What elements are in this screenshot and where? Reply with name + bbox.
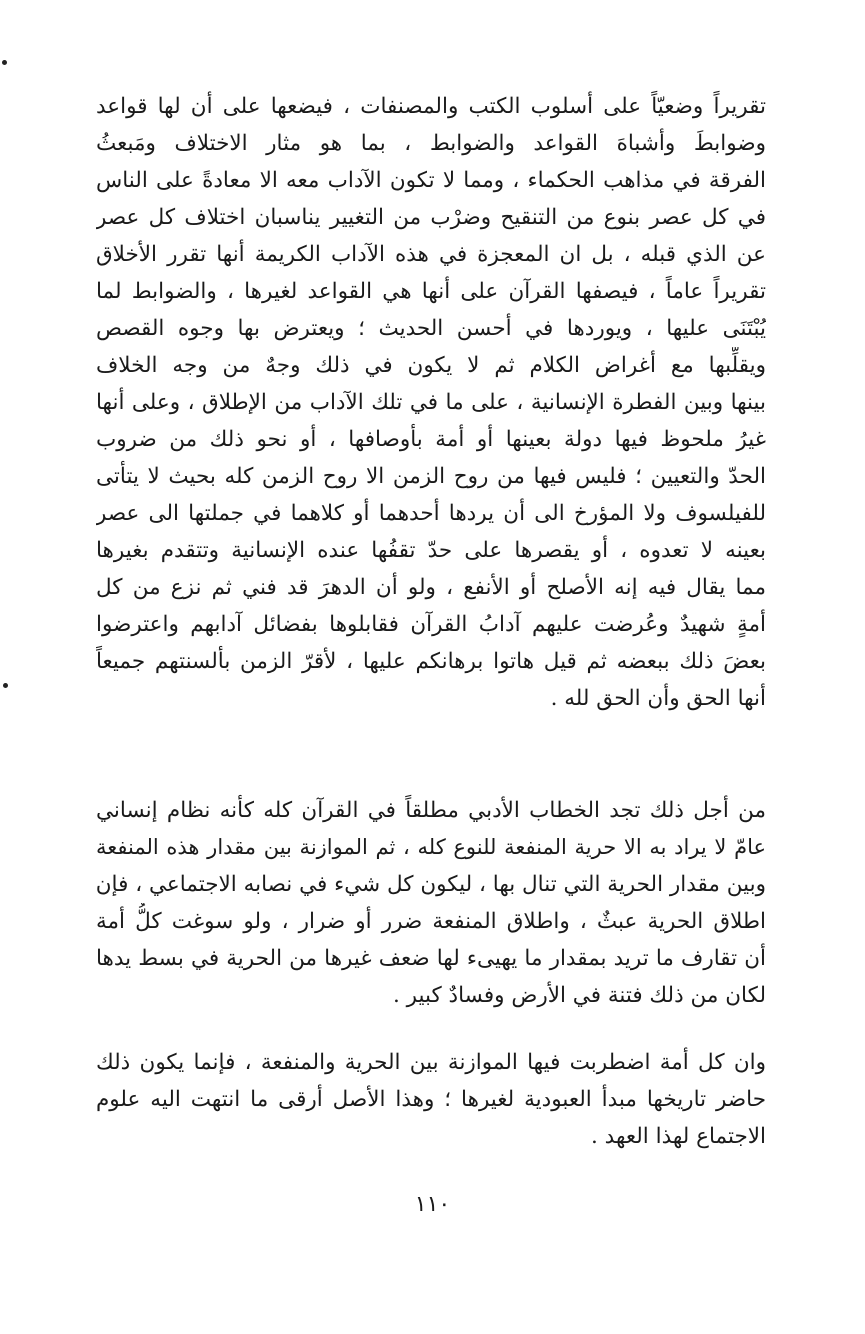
text-line: أنها الحق وأن الحق لله . — [550, 686, 766, 711]
text-line: الحدّ والتعيين ؛ فليس فيها من روح الزمن الا روح الزمن كله بحيث لا يتأتى — [96, 464, 766, 489]
text-line: ويقلِّبها مع أغراض الكلام ثم لا يكون في ذلك وجهٌ من وجه الخلاف — [96, 353, 766, 378]
text-line: يُبْتَنَى عليها ، ويوردها في أحسن الحديث ؛ ويعترض بها وجوه القصص — [96, 316, 766, 341]
text-line: غيرُ ملحوظ فيها دولة بعينها أو أمة بأوصافها ، أو نحو ذلك من ضروب — [96, 427, 766, 452]
text-line: وبين مقدار الحرية التي تنال بها ، ليكون كل شيء في نصابه الاجتماعي ، فإن — [96, 872, 766, 897]
text-line: الاجتماع لهذا العهد . — [591, 1124, 766, 1149]
text-line: في كل عصر بنوع من التنقيح وضرْب من التغيير يناسبان اختلاف كل عصر — [96, 205, 766, 230]
text-line: بينها وبين الفطرة الإنسانية ، على ما في تلك الآداب من الإطلاق ، وعلى أنها — [96, 390, 766, 415]
text-line: لكان من ذلك فتنة في الأرض وفسادٌ كبير . — [392, 983, 766, 1008]
text-line: اطلاق الحرية عبثٌ ، واطلاق المنفعة ضرر أو ضرار ، ولو سوغت كلُّ أمة — [96, 909, 766, 934]
text-line: من أجل ذلك تجد الخطاب الأدبي مطلقاً في القرآن كله كأنه نظام إنساني — [96, 798, 766, 823]
margin-mark-middle — [3, 683, 8, 688]
text-line: أن تقارف ما تريد بمقدار ما يهيىء لها ضعف غيرها من الحرية في بسط يدها — [96, 946, 766, 971]
text-line: مما يقال فيه إنه الأصلح أو الأنفع ، ولو أن الدهرَ قد فني ثم نزع من كل — [96, 575, 766, 600]
text-line: تقريراً عاماً ، فيصفها القرآن على أنها هي القواعد لغيرها ، والضوابط لما — [96, 279, 766, 304]
text-line: أمةٍ شهيدٌ وعُرضت عليهم آدابُ القرآن فقابلوها بفضائل آدابهم واعترضوا — [96, 612, 766, 637]
margin-mark-top — [2, 60, 7, 65]
text-line: عن الذي قبله ، بل ان المعجزة في هذه الآداب الكريمة أنها تقرر الأخلاق — [96, 242, 766, 267]
text-line: تقريراً وضعيّاً على أسلوب الكتب والمصنفات ، فيضعها على أن لها قواعد — [96, 94, 766, 119]
paragraph-1 — [96, 88, 766, 717]
text-line: للفيلسوف ولا المؤرخ الى أن يردها أحدهما أو كلاهما في جملتها الى عصر — [96, 501, 766, 526]
paragraph-2 — [96, 792, 766, 1014]
paragraph-3 — [96, 1044, 766, 1155]
text-line: وان كل أمة اضطربت فيها الموازنة بين الحرية والمنفعة ، فإنما يكون ذلك — [96, 1050, 766, 1075]
text-line: وضوابطَ وأشباهَ القواعد والضوابط ، بما هو مثار الاختلاف ومَبعثُ — [96, 131, 766, 156]
text-line: حاضر تاريخها مبدأ العبودية لغيرها ؛ وهذا الأصل أرقى ما انتهت اليه علوم — [96, 1087, 766, 1112]
page-number: ١١٠ — [414, 1192, 451, 1217]
text-line: بعينه لا تعدوه ، أو يقصرها على حدّ تقفُها عنده الإنسانية وتتقدم بغيرها — [96, 538, 766, 563]
text-line: بعضَ ذلك ببعضه ثم قيل هاتوا برهانكم عليها ، لأقرّ الزمن بألسنتهم جميعاً — [96, 649, 766, 674]
text-line: الفرقة في مذاهب الحكماء ، ومما لا تكون الآداب معه الا معادةً على الناس — [96, 168, 766, 193]
text-line: عامّ لا يراد به الا حرية المنفعة للنوع كله ، ثم الموازنة بين مقدار هذه المنفعة — [96, 835, 766, 859]
